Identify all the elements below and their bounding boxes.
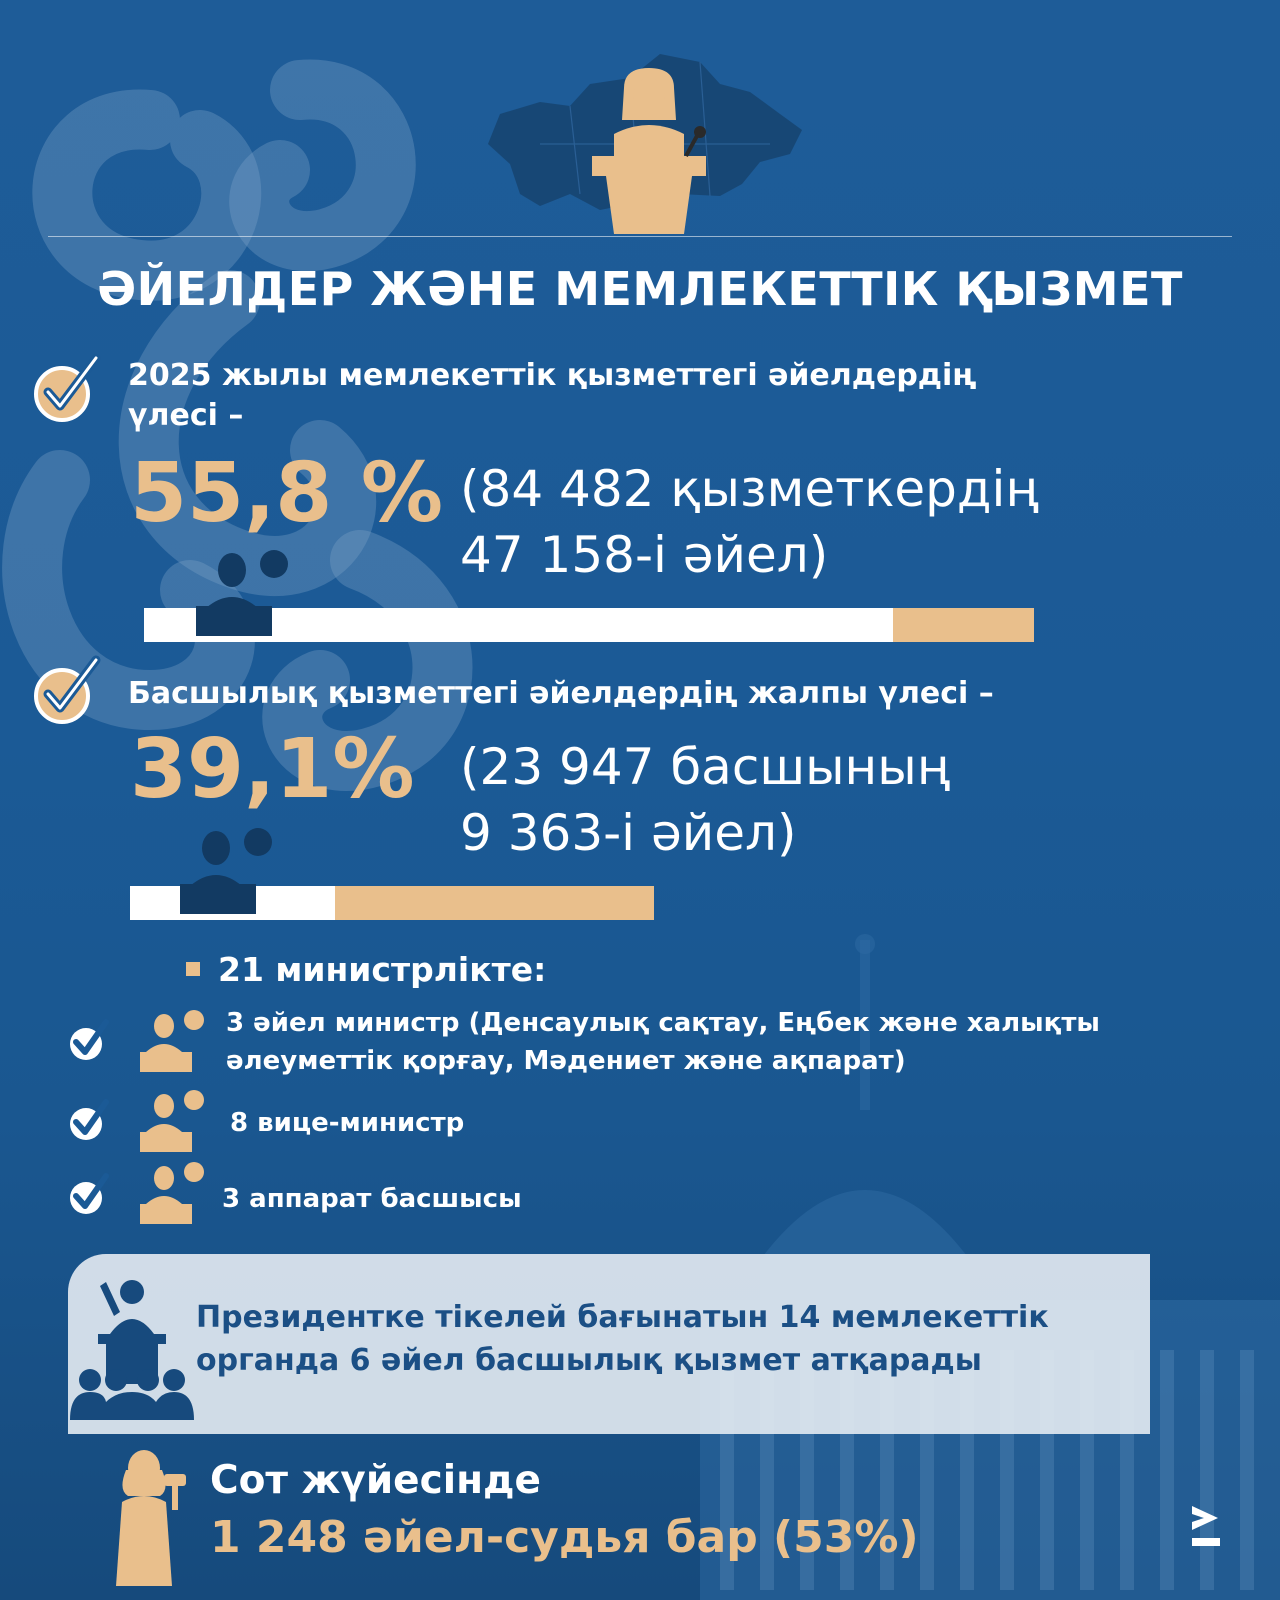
woman-at-desk-icon <box>180 826 276 920</box>
checkmark-icon <box>66 1098 110 1142</box>
leadership-detail-line1: (23 947 басшының <box>460 738 950 796</box>
share-percent: 55,8 % <box>130 446 444 541</box>
woman-speaker-icon <box>584 68 714 238</box>
woman-at-desk-icon <box>140 1162 206 1226</box>
title-divider <box>48 236 1232 237</box>
leadership-percent: 39,1% <box>130 722 415 817</box>
share-detail-line1: (84 482 қызметкердің <box>460 460 1039 518</box>
checkmark-icon <box>30 654 102 726</box>
woman-at-desk-icon <box>140 1090 206 1154</box>
brand-logo-icon <box>1188 1500 1228 1552</box>
share-heading-line2: үлесі – <box>128 398 244 433</box>
leadership-heading: Басшылық қызметтегі әйелдердің жалпы үлесі – <box>128 676 994 711</box>
page-title: ӘЙЕЛДЕР ЖӘНЕ МЕМЛЕКЕТТІК ҚЫЗМЕТ <box>97 262 1183 316</box>
checkmark-icon <box>66 1172 110 1216</box>
office-heads-item: 3 аппарат басшысы <box>222 1184 522 1214</box>
ministers-item-line1: 3 әйел министр (Денсаулық сақтау, Еңбек және халықты <box>226 1008 1100 1038</box>
leadership-detail-line2: 9 363-і әйел) <box>460 804 797 862</box>
checkmark-icon <box>66 1018 110 1062</box>
court-line1: Сот жүйесінде <box>210 1458 541 1503</box>
share-detail-line2: 47 158-і әйел) <box>460 526 829 584</box>
judge-icon <box>108 1450 192 1590</box>
ministries-heading: 21 министрлікте: <box>218 950 547 989</box>
share-heading-line1: 2025 жылы мемлекеттік қызметтегі әйелдердің <box>128 358 977 393</box>
woman-at-desk-icon <box>140 1010 206 1074</box>
speaker-audience-icon <box>70 1276 194 1422</box>
share-progress-fill <box>893 608 1035 642</box>
bullet-square <box>186 962 200 976</box>
checkmark-icon <box>30 352 102 424</box>
leadership-progress-fill <box>335 886 654 920</box>
vice-ministers-item: 8 вице-министр <box>230 1108 465 1138</box>
president-panel-text <box>196 1296 1136 1382</box>
president-panel-line1: Президентке тікелей бағынатын 14 мемлекеттік <box>196 1300 1049 1335</box>
court-line2: 1 248 әйел-судья бар (53%) <box>210 1512 919 1563</box>
woman-at-desk-icon <box>196 548 292 642</box>
ministers-item-line2: әлеуметтік қорғау, Мәдениет және ақпарат) <box>226 1046 906 1076</box>
president-panel-line2: органда 6 әйел басшылық қызмет атқарады <box>196 1343 982 1378</box>
